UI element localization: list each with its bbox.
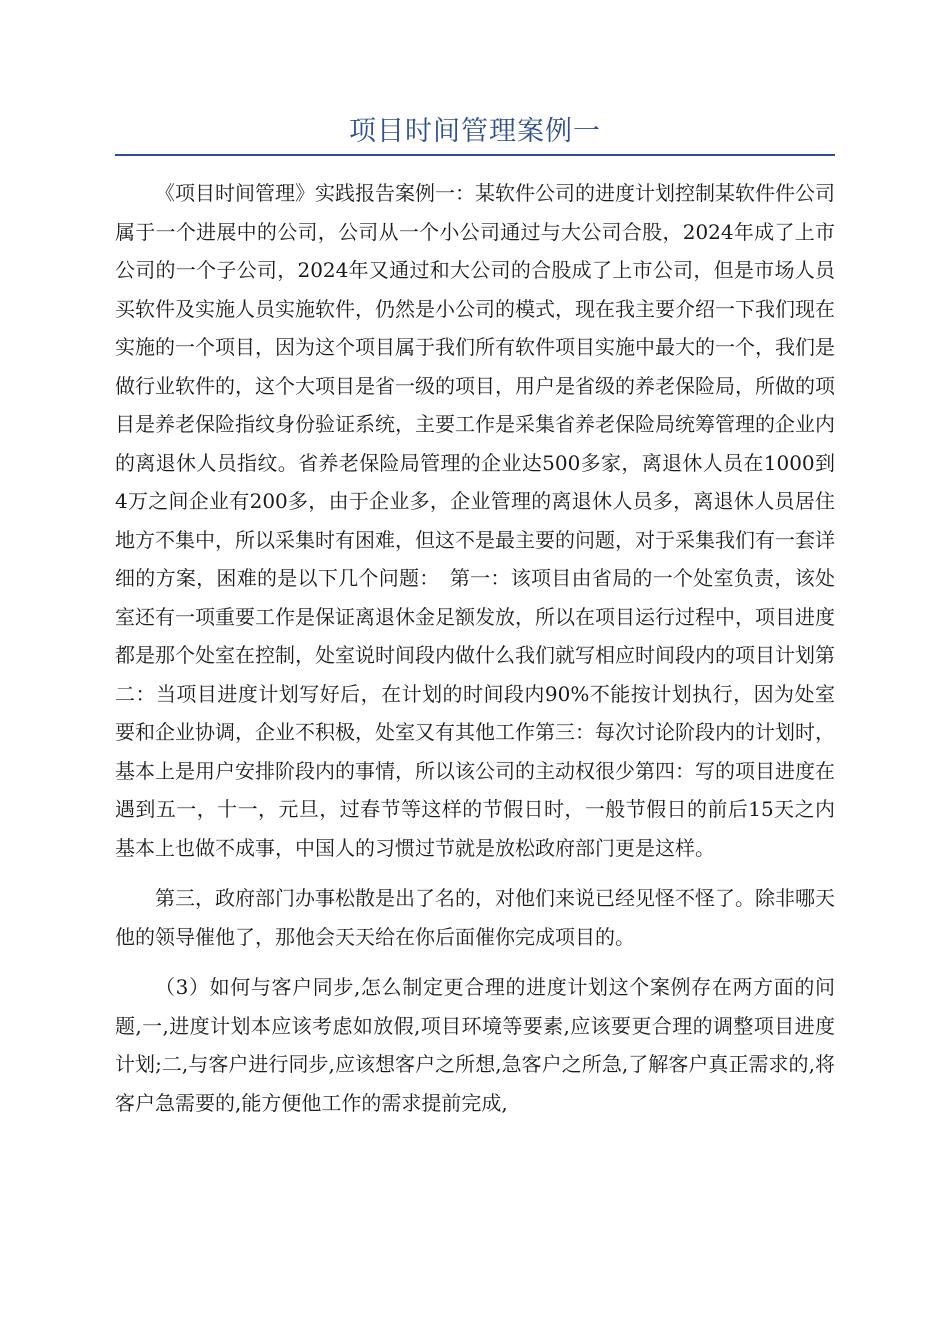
title-underline: [115, 154, 835, 156]
body-paragraph-1: 《项目时间管理》实践报告案例一：某软件公司的进度计划控制某软件件公司属于一个进展中的公司，公司从一个小公司通过与大公司合股，2024年成了上市公司的一个子公司，2024年又通过和大公司的合股成了上市公司，但是市场人员买软件及实施人员实施软件，仍然是小公司的模式，现在我主要介绍一下我们现在实施的一个项目，因为这个项目属于我们所有软件项目实施中最大的一个，我们是做行业软件的，这个大项目是省一级的项目，用户是省级的养老保险局，所做的项目是养老保险指纹身份验证系统，主要工作是采集省养老保险局统筹管理的企业内的离退休人员指纹。省养老保险局管理的企业达500多家，离退休人员在1000到4万之间企业有200多，由于企业多，企业管理的离退休人员多，离退休人员居住地方不集中，所以采集时有困难，但这不是最主要的问题，对于采集我们有一套详细的方案，困难的是以下几个问题： 第一：该项目由省局的一个处室负责，该处室还有一项重要工作是保证离退休金足额发放，所以在项目运行过程中，项目进度都是那个处室在控制，处室说时间段内做什么我们就写相应时间段内的项目计划第二：当项目进度计划写好后，在计划的时间段内90%不能按计划执行，因为处室要和企业协调，企业不积极，处室又有其他工作第三：每次讨论阶段内的计划时，基本上是用户安排阶段内的事情，所以该公司的主动权很少第四：写的项目进度在遇到五一，十一，元旦，过春节等这样的节假日时，一般节假日的前后15天之内基本上也做不成事，中国人的习惯过节就是放松政府部门更是这样。: [115, 181, 835, 860]
document-title: 项目时间管理案例一: [349, 116, 601, 147]
body-paragraph-2: 第三，政府部门办事松散是出了名的，对他们来说已经见怪不怪了。除非哪天他的领导催他了，那他会天天给在你后面催你完成项目的。: [115, 886, 835, 949]
document-body: [115, 174, 835, 1122]
body-paragraph-3: （3）如何与客户同步,怎么制定更合理的进度计划这个案例存在两方面的问题,一,进度计划本应该考虑如放假,项目环境等要素,应该要更合理的调整项目进度计划;二,与客户进行同步,应该想客户之所想,急客户之所急,了解客户真正需求的,将客户急需要的,能方便他工作的需求提前完成,: [115, 975, 835, 1115]
